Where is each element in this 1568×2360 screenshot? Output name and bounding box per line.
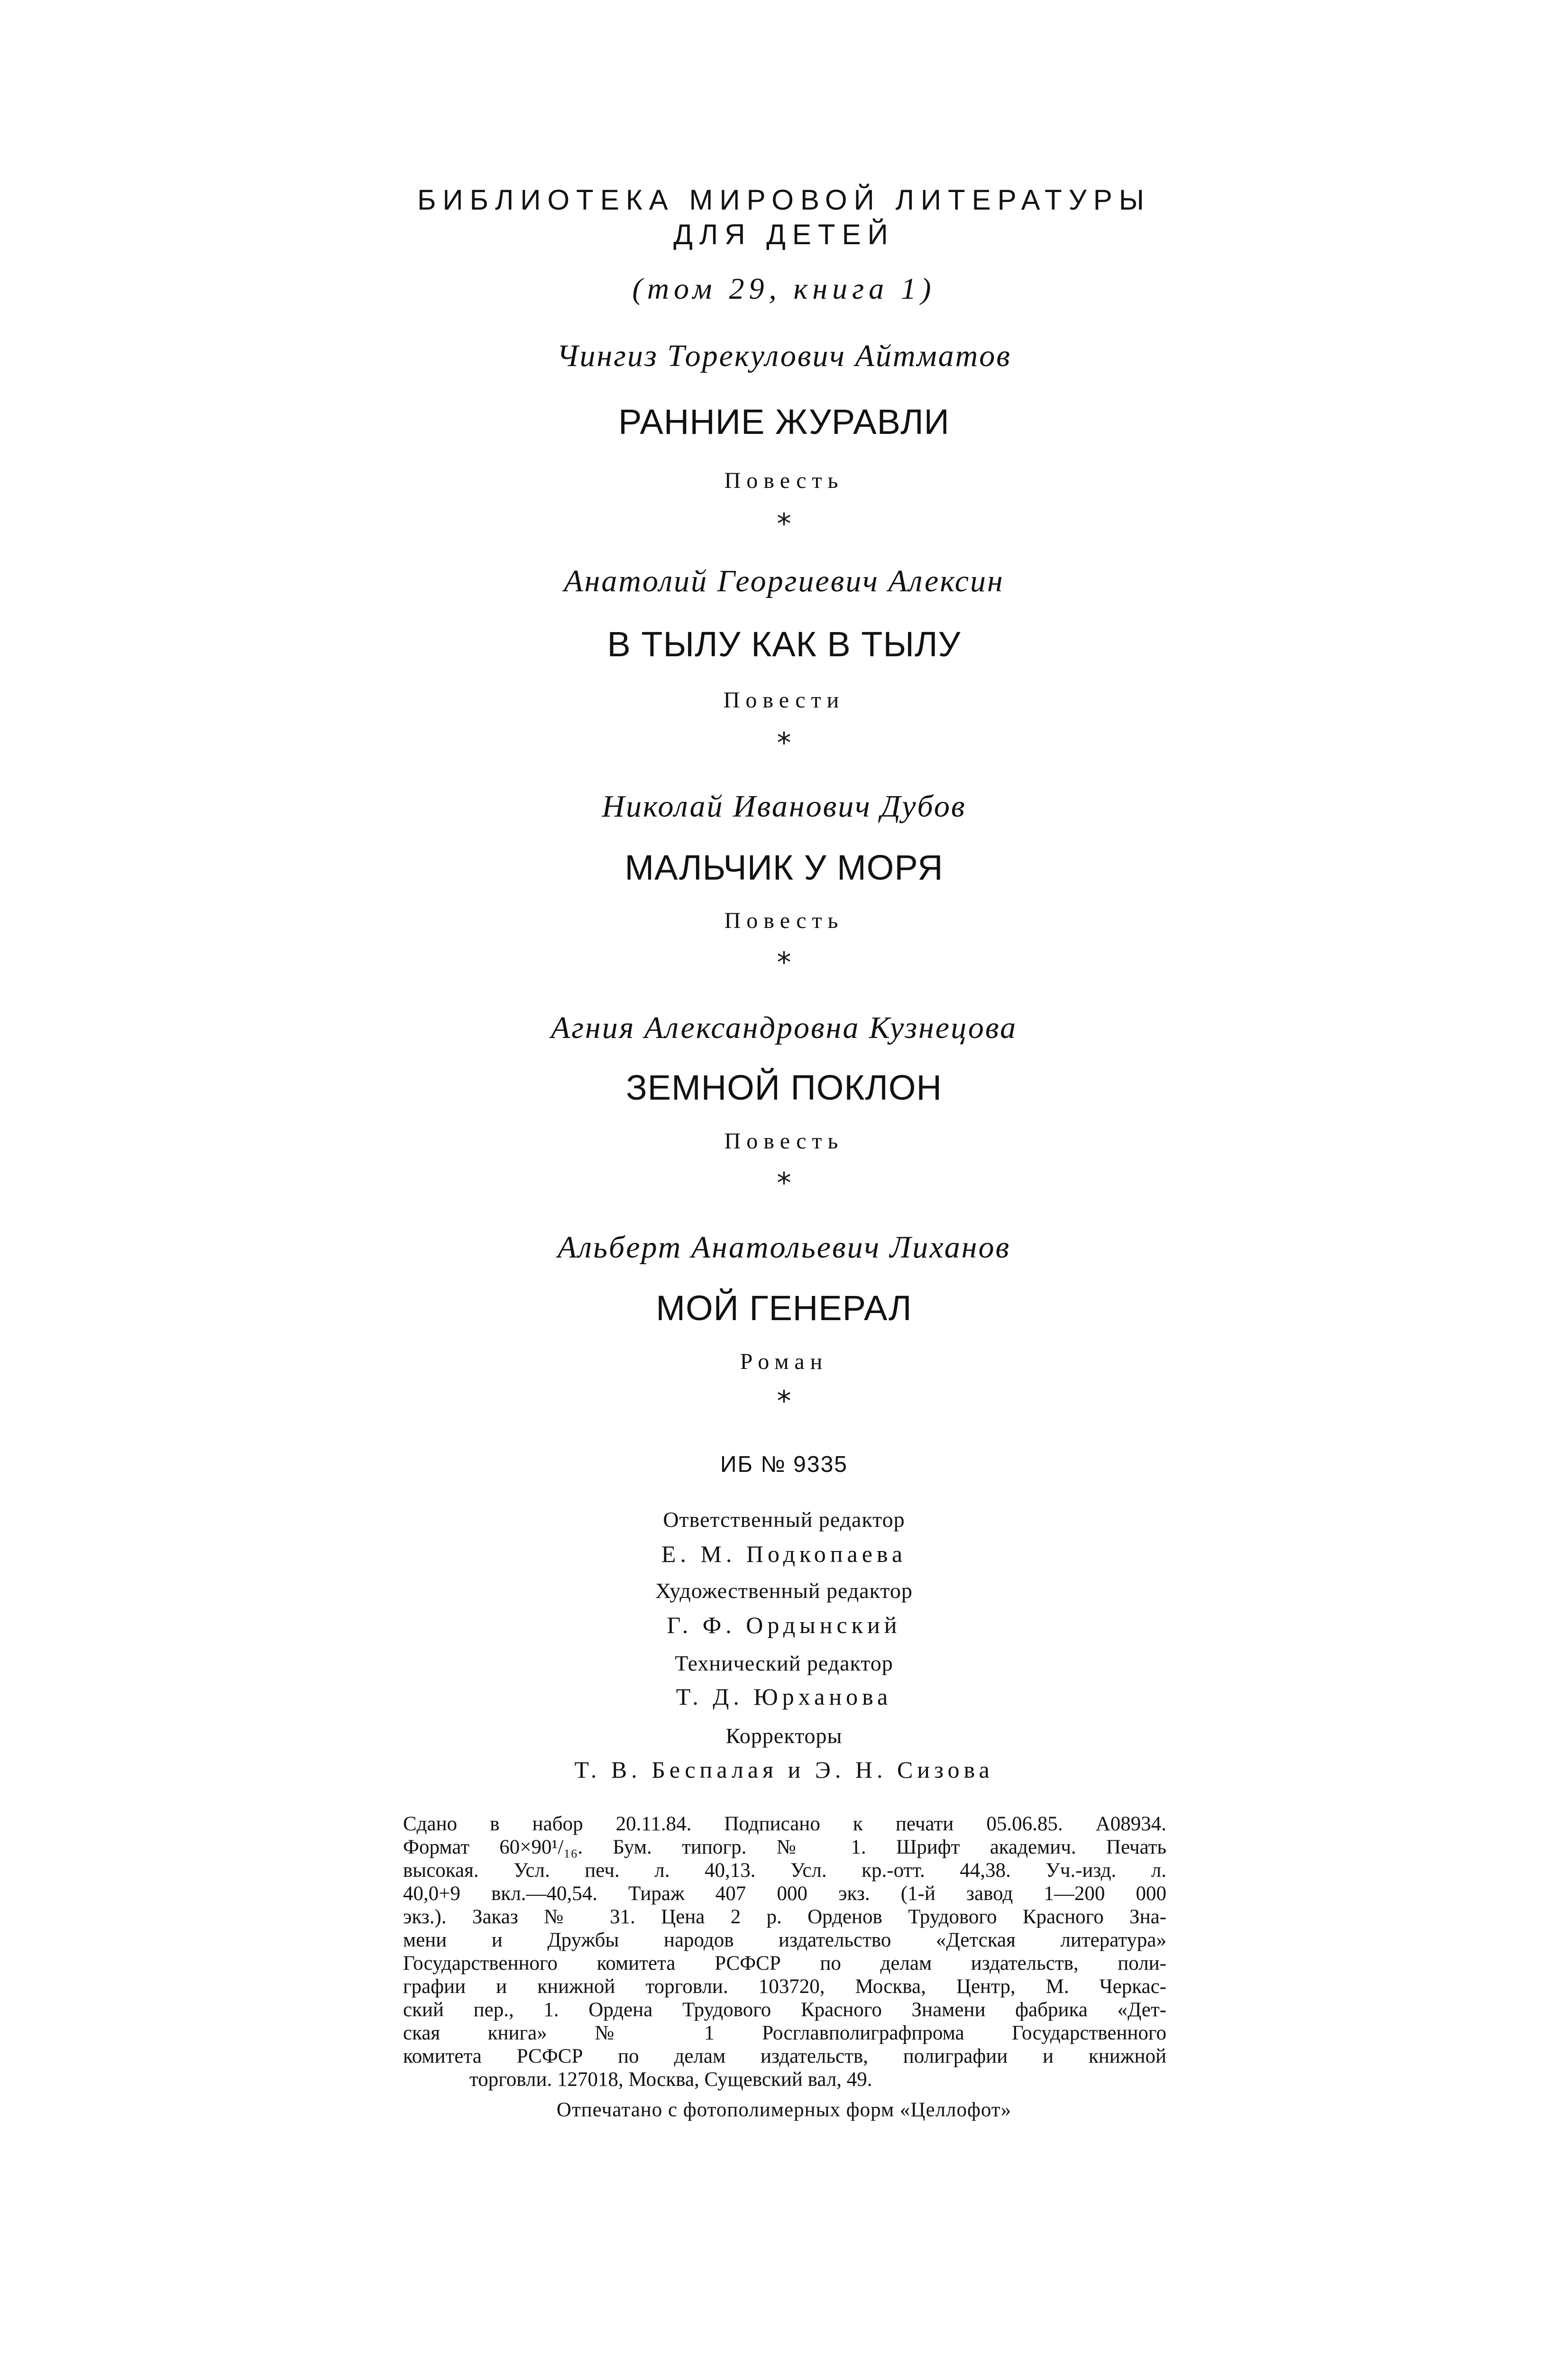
ib-number: ИБ № 9335: [720, 1452, 848, 1477]
work-title: ЗЕМНОЙ ПОКЛОН: [626, 1068, 942, 1107]
series-title-line-1: БИБЛИОТЕКА МИРОВОЙ ЛИТЕРАТУРЫ: [417, 184, 1151, 216]
imprint-line: Сдано в набор 20.11.84. Подписано к печати 05.06.85. А08934.: [403, 1813, 1166, 1835]
imprint-line: ская книга» № 1 Росглавполиграфпрома Государственного: [403, 2022, 1166, 2044]
volume-label: (том 29, книга 1): [632, 272, 936, 305]
imprint-line: комитета РСФСР по делам издательств, полиграфии и книжной: [403, 2045, 1166, 2067]
series-title-line-2: ДЛЯ ДЕТЕЙ: [673, 219, 895, 250]
credit-role: Корректоры: [725, 1724, 843, 1748]
imprint-line: мени и Дружбы народов издательство «Детская литература»: [403, 1929, 1166, 1951]
work-genre: Повести: [723, 688, 845, 713]
imprint-line: экз.). Заказ № 31. Цена 2 р. Орденов Трудового Красного Зна-: [403, 1906, 1166, 1928]
work-genre: Повесть: [724, 908, 844, 933]
imprint-line: торговли. 127018, Москва, Сущевский вал, 49.: [469, 2068, 872, 2091]
imprint-line: высокая. Усл. печ. л. 40,13. Усл. кр.-отт. 44,38. Уч.-изд. л.: [403, 1859, 1166, 1882]
credit-name: Г. Ф. Ордынский: [667, 1612, 901, 1638]
work-title: МОЙ ГЕНЕРАЛ: [656, 1288, 912, 1328]
credit-name: Е. М. Подкопаева: [661, 1541, 907, 1567]
asterisk-separator: *: [777, 1385, 791, 1418]
work-title: РАННИЕ ЖУРАВЛИ: [618, 402, 950, 441]
work-title: В ТЫЛУ КАК В ТЫЛУ: [607, 624, 961, 664]
work-genre: Повесть: [724, 1129, 844, 1154]
work-author: Чингиз Торекулович Айтматов: [557, 339, 1011, 373]
work-genre: Повесть: [724, 468, 844, 493]
credit-role: Технический редактор: [675, 1651, 893, 1675]
imprint-line: Формат 60×90¹/₁₆. Бум. типогр. № 1. Шрифт академич. Печать: [403, 1836, 1166, 1858]
asterisk-separator: *: [777, 946, 791, 979]
credit-role: Ответственный редактор: [663, 1507, 905, 1532]
asterisk-separator: *: [777, 726, 791, 760]
imprint-line: 40,0+9 вкл.—40,54. Тираж 407 000 экз. (1-й завод 1—200 000: [403, 1882, 1166, 1905]
credit-name: Т. В. Беспалая и Э. Н. Сизова: [574, 1756, 994, 1783]
work-author: Николай Иванович Дубов: [602, 789, 966, 824]
work-author: Альберт Анатольевич Лиханов: [557, 1230, 1011, 1265]
work-author: Агния Александровна Кузнецова: [550, 1010, 1018, 1045]
credit-name: Т. Д. Юрханова: [676, 1683, 892, 1710]
credit-role: Художественный редактор: [655, 1579, 913, 1603]
imprint-line: Государственного комитета РСФСР по делам издательств, поли-: [403, 1952, 1166, 1974]
work-title: МАЛЬЧИК У МОРЯ: [624, 848, 944, 887]
printed-note: Отпечатано с фотополимерных форм «Целлофот»: [556, 2099, 1012, 2121]
asterisk-separator: *: [777, 507, 791, 541]
asterisk-separator: *: [777, 1166, 791, 1200]
imprint-line: ский пер., 1. Ордена Трудового Красного Знамени фабрика «Дет-: [403, 1999, 1166, 2021]
imprint-line: графии и книжной торговли. 103720, Москва, Центр, М. Черкас-: [403, 1975, 1166, 1998]
work-genre: Роман: [740, 1349, 828, 1374]
work-author: Анатолий Георгиевич Алексин: [564, 564, 1004, 598]
